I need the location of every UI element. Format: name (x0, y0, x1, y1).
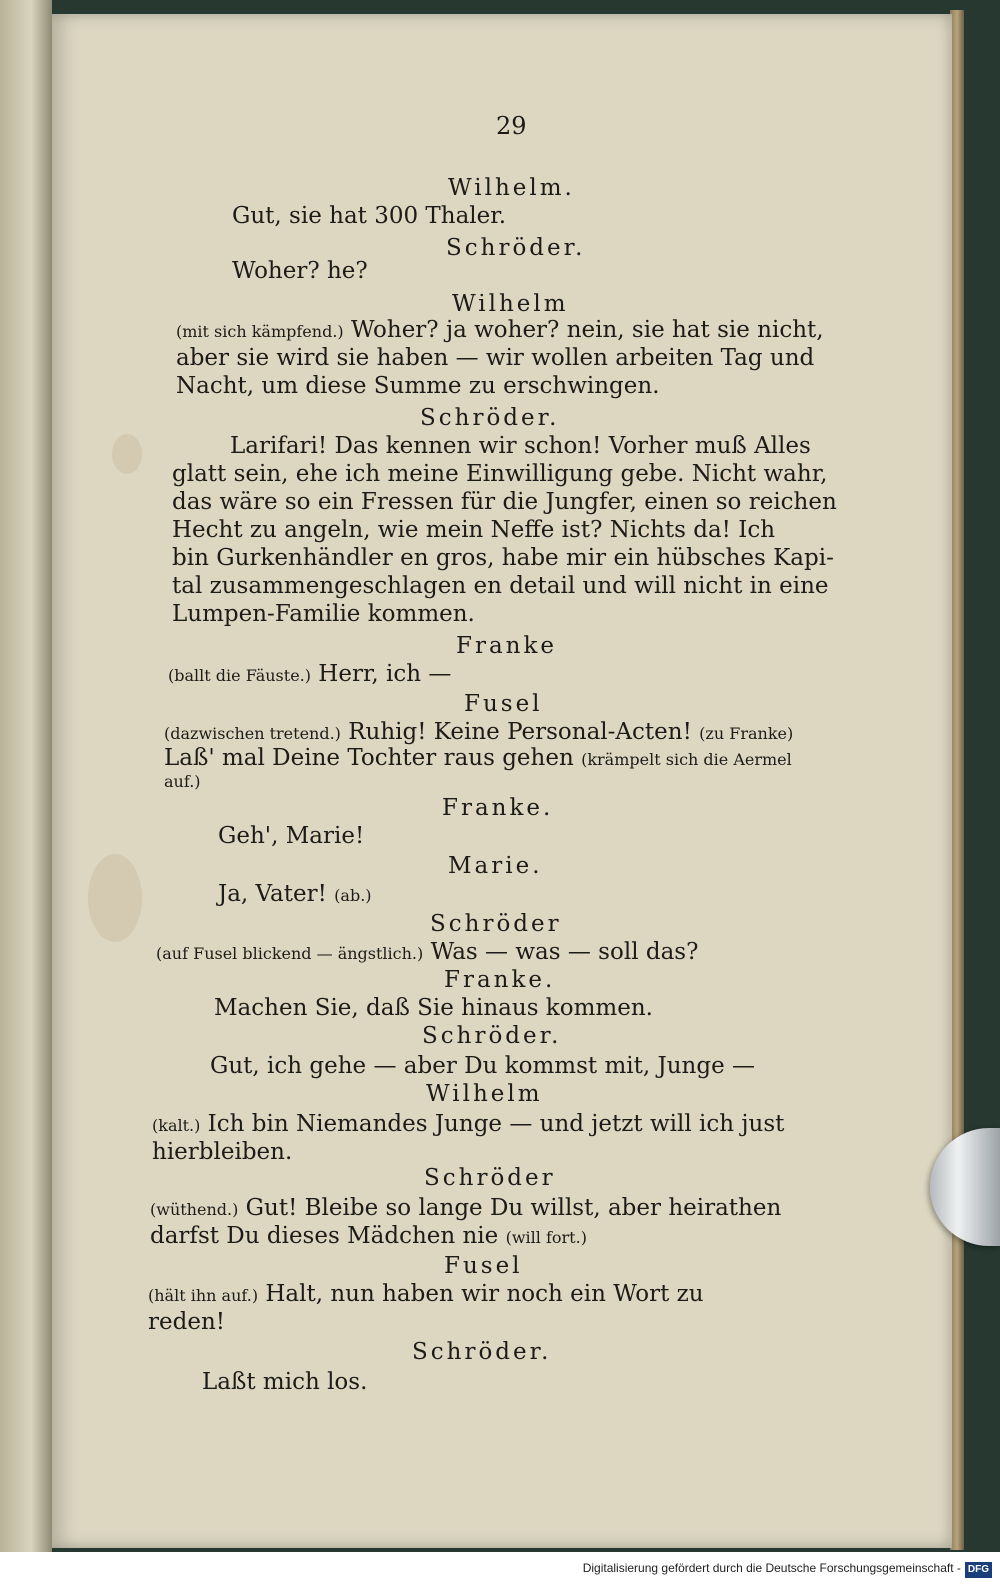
page-number: 29 (496, 112, 527, 140)
digitization-footer (0, 1552, 1000, 1584)
dialogue-text: Nacht, um diese Summe zu erschwingen. (176, 373, 660, 399)
footer-text: Digitalisierung gefördert durch die Deutsche Forschungsgemeinschaft - (582, 1561, 961, 1575)
dialogue-text: Lumpen-Familie kommen. (172, 601, 475, 627)
text-line (202, 1368, 367, 1396)
stage-direction: (zu Franke) (699, 724, 794, 743)
dialogue-text: Herr, ich — (318, 661, 452, 687)
dialogue-text: Machen Sie, daß Sie hinaus kommen. (214, 995, 653, 1021)
dialogue-text: Ich bin Niemandes Junge — und jetzt will ich just (207, 1111, 785, 1137)
text-line (150, 1222, 587, 1252)
dialogue-text: Larifari! Das kennen wir schon! Vorher muß Alles (230, 433, 811, 459)
stage-direction: (ballt die Fäuste.) (168, 666, 311, 685)
speaker-name: Schröder. (422, 1023, 562, 1049)
dialogue-text: reden! (148, 1309, 225, 1335)
dialogue-text: darfst Du dieses Mädchen nie (150, 1223, 499, 1249)
dialogue-text: Gut! Bleibe so lange Du willst, aber heirathen (245, 1195, 782, 1221)
text-line (232, 257, 368, 285)
dialogue-text: Hecht zu angeln, wie mein Neffe ist? Nichts da! Ich (172, 517, 776, 543)
text-line (164, 766, 201, 796)
text-line (452, 290, 569, 318)
stage-direction: (will fort.) (505, 1228, 587, 1247)
text-line (448, 852, 543, 880)
text-line (464, 690, 543, 718)
speaker-name: Schröder. (446, 235, 586, 261)
speaker-name: Wilhelm. (448, 175, 575, 201)
dialogue-text: Ruhig! Keine Personal-Acten! (348, 719, 692, 745)
speaker-name: Marie. (448, 853, 543, 879)
text-line (176, 316, 824, 346)
speaker-name: Wilhelm (426, 1081, 543, 1107)
dialogue-text: Was — was — soll das? (430, 939, 699, 965)
dialogue-text: bin Gurkenhändler en gros, habe mir ein hübsches Kapi- (172, 545, 834, 571)
speaker-name: Wilhelm (452, 291, 569, 317)
text-line (172, 572, 829, 600)
text-line (214, 994, 653, 1022)
speaker-name: Schröder. (412, 1339, 552, 1365)
text-line (168, 660, 451, 690)
dialogue-text: Laßt mich los. (202, 1369, 368, 1395)
text-line (172, 488, 837, 516)
text-line (412, 1338, 551, 1366)
text-line (444, 966, 555, 994)
stage-direction: (krämpelt sich die Aermel (581, 750, 792, 769)
dialogue-text: Ja, Vater! (218, 881, 327, 907)
text-line (156, 938, 698, 968)
text-line (172, 516, 775, 544)
text-line (164, 744, 792, 774)
text-line (176, 344, 814, 372)
speaker-name: Franke (456, 633, 558, 659)
dialogue-text: Laß' mal Deine Tochter raus gehen (164, 745, 574, 771)
stage-direction: auf.) (164, 772, 201, 791)
dialogue-text: hierbleiben. (152, 1139, 293, 1165)
text-line (442, 794, 553, 822)
dialogue-text: Gut, sie hat 300 Thaler. (232, 203, 507, 229)
text-line (152, 1110, 784, 1140)
text-line (232, 202, 506, 230)
text-line (172, 544, 834, 572)
stage-direction: (mit sich kämpfend.) (176, 322, 344, 341)
text-line (218, 880, 372, 910)
text-line (448, 174, 575, 202)
speaker-name: Schröder. (420, 405, 560, 431)
speaker-name: Schröder (430, 911, 562, 937)
text-line (456, 632, 557, 660)
speaker-name: Schröder (424, 1165, 556, 1191)
page-block-edge (950, 10, 964, 1550)
text-line (426, 1080, 543, 1108)
text-line (172, 460, 827, 488)
stage-direction: (auf Fusel blickend — ängstlich.) (156, 944, 424, 963)
dialogue-text: tal zusammengeschlagen en detail und will nicht in eine (172, 573, 829, 599)
text-line (422, 1022, 561, 1050)
book-page (52, 14, 952, 1548)
text-line (446, 234, 585, 262)
text-line (148, 1308, 225, 1336)
text-line (148, 1280, 704, 1310)
speaker-name: Franke. (442, 795, 554, 821)
text-line (176, 372, 660, 400)
text-line (444, 1252, 523, 1280)
text-line (420, 404, 559, 432)
text-line (210, 1052, 755, 1080)
speaker-name: Fusel (464, 691, 543, 717)
dialogue-text: Woher? ja woher? nein, sie hat sie nicht, (350, 317, 824, 343)
dialogue-text: aber sie wird sie haben — wir wollen arbeiten Tag und (176, 345, 815, 371)
paper-stain (112, 434, 142, 474)
text-line (152, 1138, 292, 1166)
facing-page-edge (0, 0, 52, 1552)
text-line (424, 1164, 556, 1192)
dialogue-text: Halt, nun haben wir noch ein Wort zu (265, 1281, 704, 1307)
dialogue-text: Geh', Marie! (218, 823, 365, 849)
dialogue-text: Gut, ich gehe — aber Du kommst mit, Junge — (210, 1053, 755, 1079)
dfg-logo: DFG (965, 1562, 992, 1578)
text-line (150, 1194, 781, 1224)
text-line (172, 600, 475, 628)
stage-direction: (wüthend.) (150, 1200, 239, 1219)
stage-direction: (kalt.) (152, 1116, 201, 1135)
dialogue-text: Woher? he? (232, 258, 368, 284)
dialogue-text: glatt sein, ehe ich meine Einwilligung gebe. Nicht wahr, (172, 461, 828, 487)
text-line (430, 910, 562, 938)
speaker-name: Fusel (444, 1253, 523, 1279)
text-line (218, 822, 364, 850)
stage-direction: (dazwischen tretend.) (164, 724, 341, 743)
stage-direction: (ab.) (334, 886, 372, 905)
paper-stain (88, 854, 142, 942)
speaker-name: Franke. (444, 967, 556, 993)
dialogue-text: das wäre so ein Fressen für die Jungfer, einen so reichen (172, 489, 837, 515)
stage-direction: (hält ihn auf.) (148, 1286, 259, 1305)
text-line (230, 432, 811, 460)
